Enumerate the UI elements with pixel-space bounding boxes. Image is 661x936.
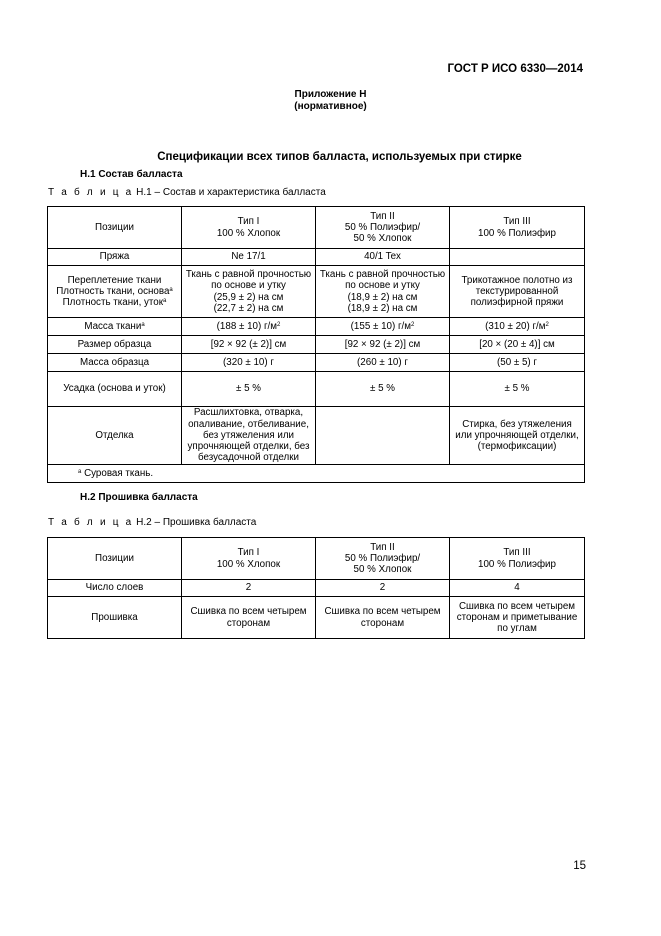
finish-type1-line3: без утяжеления или bbox=[202, 429, 295, 441]
label-density-weft bbox=[50, 297, 179, 308]
footnote-mark: а bbox=[78, 468, 82, 475]
ballast-composition-table bbox=[47, 206, 585, 483]
label-density-warp bbox=[50, 286, 179, 297]
weave-type1-line2: по основе и утку bbox=[211, 280, 286, 292]
cell-fabric-mass-type3 bbox=[450, 318, 585, 336]
header-type2-composition-a: 50 % Полиэфир/ bbox=[344, 552, 421, 564]
cell-sample-mass-type3: (50 ± 5) г bbox=[450, 354, 585, 372]
table-footnote bbox=[48, 465, 585, 483]
table-2-caption-prefix: Т а б л и ц а bbox=[48, 517, 134, 528]
footnote-row bbox=[48, 465, 585, 483]
cell-sample-size-type1: [92 × 92 (± 2)] см bbox=[182, 336, 316, 354]
header-positions: Позиции bbox=[48, 207, 182, 249]
cell-layers-type1: 2 bbox=[182, 580, 316, 597]
standard-header: ГОСТ Р ИСО 6330—2014 bbox=[447, 63, 583, 75]
table-row bbox=[48, 580, 585, 597]
cell-sample-mass-type2: (260 ± 10) г bbox=[316, 354, 450, 372]
cell-layers-type2: 2 bbox=[316, 580, 450, 597]
fabric-mass-type2-value: (155 ± 10) г/м bbox=[350, 320, 411, 332]
table-row bbox=[48, 249, 585, 266]
stitch-type2-line1: Сшивка по всем четырем bbox=[324, 606, 441, 618]
header-type2-name: Тип II bbox=[370, 210, 395, 222]
finish-type3-line1: Стирка, без утяжеления bbox=[462, 418, 572, 430]
header-type1 bbox=[182, 207, 316, 249]
weave-type2-line2: по основе и утку bbox=[345, 280, 420, 292]
table-row bbox=[48, 354, 585, 372]
row-label-stitching: Прошивка bbox=[48, 597, 182, 639]
row-label-sample-size: Размер образца bbox=[48, 336, 182, 354]
weave-type2-line3: (18,9 ± 2) на см bbox=[347, 291, 418, 303]
header-positions: Позиции bbox=[48, 538, 182, 580]
section-1-heading: Н.1 Состав балласта bbox=[80, 169, 183, 180]
table-row bbox=[48, 372, 585, 407]
table-2-caption bbox=[48, 517, 256, 528]
row-label-fabric-mass bbox=[48, 318, 182, 336]
cell-sample-size-type2: [92 × 92 (± 2)] см bbox=[316, 336, 450, 354]
header-type2 bbox=[316, 538, 450, 580]
weave-type3-line1: Трикотажное полотно из bbox=[461, 274, 573, 286]
finish-type1-line5: безусадочной отделки bbox=[197, 452, 300, 464]
stitch-type1-line1: Сшивка по всем четырем bbox=[190, 606, 307, 618]
header-type3 bbox=[450, 538, 585, 580]
cell-shrinkage-type3: ± 5 % bbox=[450, 372, 585, 407]
unit-exponent: 2 bbox=[277, 321, 281, 328]
fabric-mass-type1-value: (188 ± 10) г/м bbox=[216, 320, 277, 332]
header-type2 bbox=[316, 207, 450, 249]
row-label-layers: Число слоев bbox=[48, 580, 182, 597]
footnote-ref: а bbox=[141, 321, 145, 328]
header-type1-composition: 100 % Хлопок bbox=[216, 227, 281, 239]
annex-heading bbox=[0, 89, 661, 113]
cell-fabric-mass-type2 bbox=[316, 318, 450, 336]
footnote-text: Суровая ткань. bbox=[81, 467, 154, 479]
label-density-warp-text: Плотность ткани, основа bbox=[56, 285, 170, 297]
cell-shrinkage-type1: ± 5 % bbox=[182, 372, 316, 407]
cell-shrinkage-type2: ± 5 % bbox=[316, 372, 450, 407]
unit-exponent: 2 bbox=[411, 321, 415, 328]
cell-stitching-type1 bbox=[182, 597, 316, 639]
weave-type2-line4: (18,9 ± 2) на см bbox=[347, 302, 418, 314]
cell-sample-mass-type1: (320 ± 10) г bbox=[182, 354, 316, 372]
row-label-finish: Отделка bbox=[48, 407, 182, 465]
weave-type2-line1: Ткань с равной прочностью bbox=[319, 269, 446, 281]
annex-title: Приложение Н bbox=[294, 89, 367, 100]
footnote-ref: а bbox=[163, 298, 167, 305]
weave-type3-line3: полиэфирной пряжи bbox=[470, 297, 564, 309]
table-2-caption-text: Н.2 – Прошивка балласта bbox=[133, 517, 257, 528]
section-2-heading: Н.2 Прошивка балласта bbox=[80, 492, 198, 503]
label-density-weft-text: Плотность ткани, уток bbox=[62, 297, 164, 309]
header-type3 bbox=[450, 207, 585, 249]
unit-exponent: 2 bbox=[545, 321, 549, 328]
header-type3-name: Тип III bbox=[503, 547, 531, 559]
cell-finish-type3 bbox=[450, 407, 585, 465]
finish-type1-line4: упрочняющей отделки, без bbox=[187, 441, 310, 453]
cell-stitching-type2 bbox=[316, 597, 450, 639]
cell-finish-type1 bbox=[182, 407, 316, 465]
cell-yarn-type3 bbox=[450, 249, 585, 266]
cell-weave-type1 bbox=[182, 266, 316, 318]
cell-weave-type3 bbox=[450, 266, 585, 318]
row-label-yarn: Пряжа bbox=[48, 249, 182, 266]
cell-fabric-mass-type1 bbox=[182, 318, 316, 336]
stitch-type3-line3: по углам bbox=[497, 623, 537, 635]
label-weave: Переплетение ткани bbox=[67, 274, 162, 286]
footnote-ref: а bbox=[169, 286, 173, 293]
annex-status: (нормативное) bbox=[294, 101, 367, 112]
header-type2-name: Тип II bbox=[370, 541, 395, 553]
table-header-row bbox=[48, 538, 585, 580]
weave-type1-line3: (25,9 ± 2) на см bbox=[213, 291, 284, 303]
header-type2-composition-b: 50 % Хлопок bbox=[353, 564, 412, 576]
fabric-mass-type3-value: (310 ± 20) г/м bbox=[485, 320, 546, 332]
finish-type1-line1: Расшлихтовка, отварка, bbox=[193, 407, 304, 419]
cell-layers-type3: 4 bbox=[450, 580, 585, 597]
stitch-type2-line2: сторонам bbox=[360, 617, 405, 629]
header-type1-name: Тип I bbox=[237, 547, 260, 559]
cell-stitching-type3 bbox=[450, 597, 585, 639]
stitch-type3-line1: Сшивка по всем четырем bbox=[458, 600, 576, 612]
cell-weave-type2 bbox=[316, 266, 450, 318]
table-row bbox=[48, 407, 585, 465]
page-title: Спецификации всех типов балласта, используемых при стирке bbox=[157, 151, 522, 163]
stitch-type1-line2: сторонам bbox=[226, 617, 271, 629]
row-label-shrinkage: Усадка (основа и уток) bbox=[48, 372, 182, 407]
table-row bbox=[48, 336, 585, 354]
table-row bbox=[48, 318, 585, 336]
header-type1-name: Тип I bbox=[237, 216, 260, 228]
cell-yarn-type2: 40/1 Tex bbox=[316, 249, 450, 266]
header-type2-composition-a: 50 % Полиэфир/ bbox=[344, 221, 421, 233]
table-row bbox=[48, 597, 585, 639]
finish-type3-line2: или упрочняющей отделки, bbox=[455, 429, 579, 441]
stitch-type3-line2: сторонам и приметывание bbox=[456, 611, 578, 623]
table-1-caption bbox=[48, 187, 326, 198]
ballast-stitching-table bbox=[47, 537, 585, 639]
finish-type1-line2: опаливание, отбеливание, bbox=[188, 418, 309, 430]
fabric-mass-label: Масса ткани bbox=[84, 320, 142, 332]
table-row bbox=[48, 266, 585, 318]
row-label-sample-mass: Масса образца bbox=[48, 354, 182, 372]
table-header-row bbox=[48, 207, 585, 249]
cell-finish-type2 bbox=[316, 407, 450, 465]
weave-type3-line2: текстурированной bbox=[475, 285, 559, 297]
header-type3-name: Тип III bbox=[503, 216, 531, 228]
finish-type3-line3: (термофиксации) bbox=[477, 441, 557, 453]
header-type3-composition: 100 % Полиэфир bbox=[478, 227, 556, 239]
table-1-caption-text: Н.1 – Состав и характеристика балласта bbox=[133, 187, 326, 198]
header-type1-composition: 100 % Хлопок bbox=[216, 558, 281, 570]
cell-sample-size-type3: [20 × (20 ± 4)] см bbox=[450, 336, 585, 354]
weave-type1-line4: (22,7 ± 2) на см bbox=[213, 302, 284, 314]
header-type2-composition-b: 50 % Хлопок bbox=[353, 233, 412, 245]
row-label-weave bbox=[48, 266, 182, 318]
weave-type1-line1: Ткань с равной прочностью bbox=[185, 269, 312, 281]
header-type3-composition: 100 % Полиэфир bbox=[478, 558, 556, 570]
cell-yarn-type1: Ne 17/1 bbox=[182, 249, 316, 266]
page-number: 15 bbox=[573, 860, 586, 872]
header-type1 bbox=[182, 538, 316, 580]
table-1-caption-prefix: Т а б л и ц а bbox=[48, 187, 134, 198]
